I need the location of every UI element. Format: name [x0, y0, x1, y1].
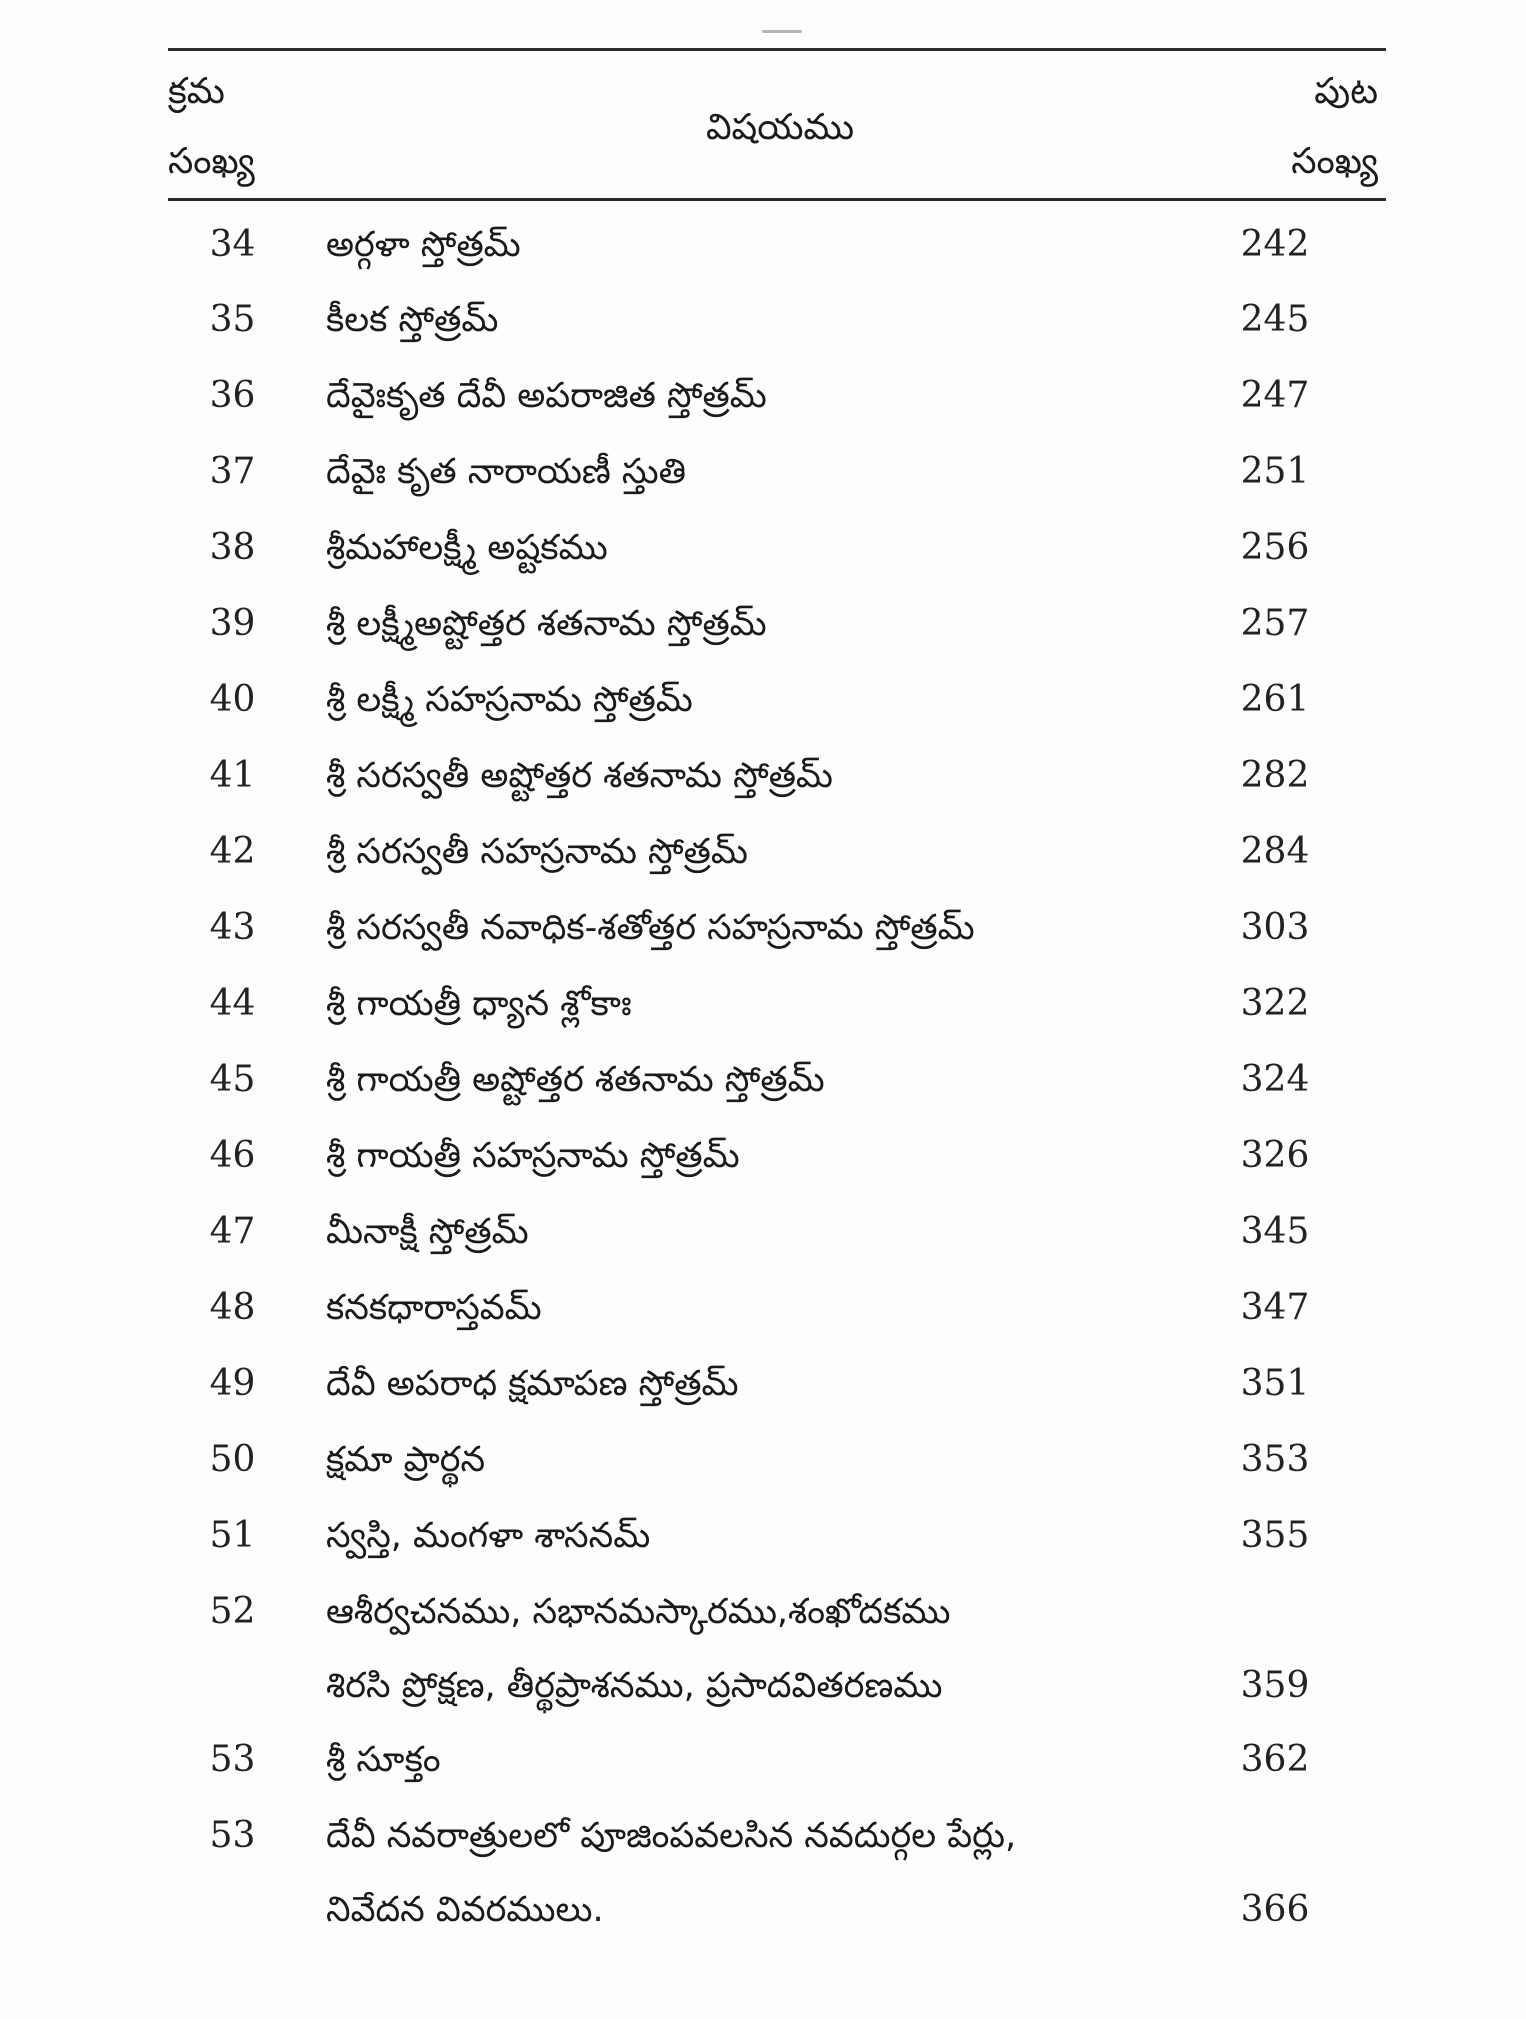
entry-number: 53 — [209, 1815, 256, 1856]
header-page-line2: సంఖ్య — [1291, 141, 1378, 182]
entry-title: శ్రీ లక్ష్మీఅష్టోత్తర శతనామ స్తోత్రమ్ — [326, 604, 767, 644]
entry-number: 38 — [209, 527, 256, 568]
entry-title: దేవైఃకృత దేవీ అపరాజిత స్తోత్రమ్ — [326, 376, 767, 416]
header-serial-line2: సంఖ్య — [168, 141, 255, 182]
entry-title: శ్రీ గాయత్రీ అష్టోత్తర శతనామ స్తోత్రమ్ — [326, 1060, 825, 1100]
entry-page: 359 — [1240, 1665, 1310, 1706]
list-item — [0, 442, 1526, 502]
entry-title: క్షమా ప్రార్థన — [326, 1440, 486, 1480]
list-item — [0, 1806, 1526, 1866]
entry-number: 35 — [209, 299, 256, 340]
entry-number: 41 — [209, 755, 256, 796]
entry-page: 353 — [1240, 1439, 1310, 1480]
header-page-line1: పుట — [1314, 71, 1378, 112]
entry-number: 34 — [209, 224, 256, 265]
list-item — [0, 215, 1526, 275]
list-item — [0, 1430, 1526, 1490]
list-item — [0, 366, 1526, 426]
list-item — [0, 1730, 1526, 1790]
entry-title: ఆశీర్వచనము, సభానమస్కారము,శంఖోదకము — [326, 1592, 951, 1632]
entry-page: 251 — [1240, 451, 1310, 492]
entry-title: అర్గళా స్తోత్రమ్ — [326, 225, 521, 265]
entry-title: స్వస్తి, మంగళా శాసనమ్ — [326, 1516, 651, 1556]
entry-page: 322 — [1240, 983, 1310, 1024]
entry-page: 355 — [1240, 1515, 1310, 1556]
entry-number: 40 — [209, 679, 256, 720]
entry-page: 257 — [1240, 603, 1310, 644]
list-item — [0, 1656, 1526, 1716]
header-serial-line1: క్రమ — [168, 71, 225, 112]
entry-page: 242 — [1240, 224, 1310, 265]
entry-number: 47 — [209, 1211, 256, 1252]
entry-title: నివేదన వివరములు. — [326, 1890, 604, 1930]
entry-page: 351 — [1240, 1363, 1310, 1404]
entry-number: 37 — [209, 451, 256, 492]
entry-title: మీనాక్షీ స్తోత్రమ్ — [326, 1212, 529, 1252]
entry-page: 324 — [1240, 1059, 1310, 1100]
list-item — [0, 822, 1526, 882]
list-item — [0, 1354, 1526, 1414]
list-item — [0, 974, 1526, 1034]
list-item — [0, 518, 1526, 578]
entry-page: 256 — [1240, 527, 1310, 568]
entry-page: 303 — [1240, 907, 1310, 948]
list-item — [0, 1126, 1526, 1186]
entry-title: శ్రీ సరస్వతీ సహస్రనామ స్తోత్రమ్ — [326, 832, 748, 872]
entry-page: 282 — [1240, 755, 1310, 796]
entry-page: 366 — [1240, 1889, 1310, 1930]
entry-title: శ్రీ సరస్వతీ నవాధిక-శతోత్తర సహస్రనామ స్తోత్రమ్ — [326, 908, 975, 948]
entry-number: 53 — [209, 1739, 256, 1780]
entry-number: 42 — [209, 831, 256, 872]
list-item — [0, 1202, 1526, 1262]
entry-page: 345 — [1240, 1211, 1310, 1252]
entry-number: 49 — [209, 1363, 256, 1404]
entry-page: 326 — [1240, 1135, 1310, 1176]
entry-title: కనకధారాస్తవమ్ — [326, 1288, 542, 1328]
entry-page: 261 — [1240, 679, 1310, 720]
list-item — [0, 746, 1526, 806]
entry-number: 46 — [209, 1135, 256, 1176]
entry-title: శ్రీ సూక్తం — [326, 1740, 441, 1780]
entry-page: 245 — [1240, 299, 1310, 340]
entry-page: 347 — [1240, 1287, 1310, 1328]
list-item — [0, 1050, 1526, 1110]
list-item — [0, 1582, 1526, 1642]
entry-title: దేవీ నవరాత్రులలో పూజింపవలసిన నవదుర్గల పేర్లు, — [326, 1816, 1017, 1856]
entry-number: 52 — [209, 1591, 256, 1632]
entry-number: 44 — [209, 983, 256, 1024]
list-item — [0, 898, 1526, 958]
entry-title: శిరసి ప్రోక్షణ, తీర్థప్రాశనము, ప్రసాదవితరణము — [326, 1666, 943, 1706]
entry-title: కీలక స్తోత్రమ్ — [326, 300, 499, 340]
header-subject: విషయము — [705, 107, 855, 148]
list-item — [0, 290, 1526, 350]
entry-number: 39 — [209, 603, 256, 644]
list-item — [0, 594, 1526, 654]
entry-title: శ్రీ సరస్వతీ అష్టోత్తర శతనామ స్తోత్రమ్ — [326, 756, 833, 796]
entry-number: 43 — [209, 907, 256, 948]
list-item — [0, 1278, 1526, 1338]
list-item — [0, 670, 1526, 730]
list-item — [0, 1880, 1526, 1940]
entry-title: దేవైః కృత నారాయణీ స్తుతి — [326, 452, 686, 492]
entry-title: శ్రీ గాయత్రీ సహస్రనామ స్తోత్రమ్ — [326, 1136, 740, 1176]
list-item — [0, 1506, 1526, 1566]
entry-number: 51 — [209, 1515, 256, 1556]
entry-number: 48 — [209, 1287, 256, 1328]
entry-page: 247 — [1240, 375, 1310, 416]
entry-title: శ్రీ లక్ష్మీ సహస్రనామ స్తోత్రమ్ — [326, 680, 693, 720]
entry-number: 36 — [209, 375, 256, 416]
entry-title: శ్రీమహాలక్ష్మీ అష్టకము — [326, 528, 608, 568]
entry-page: 362 — [1240, 1739, 1310, 1780]
entry-number: 50 — [209, 1439, 256, 1480]
entry-title: దేవీ అపరాధ క్షమాపణ స్తోత్రమ్ — [326, 1364, 739, 1404]
entry-page: 284 — [1240, 831, 1310, 872]
entry-number: 45 — [209, 1059, 256, 1100]
entry-title: శ్రీ గాయత్రీ ధ్యాన శ్లోకాః — [326, 984, 632, 1024]
